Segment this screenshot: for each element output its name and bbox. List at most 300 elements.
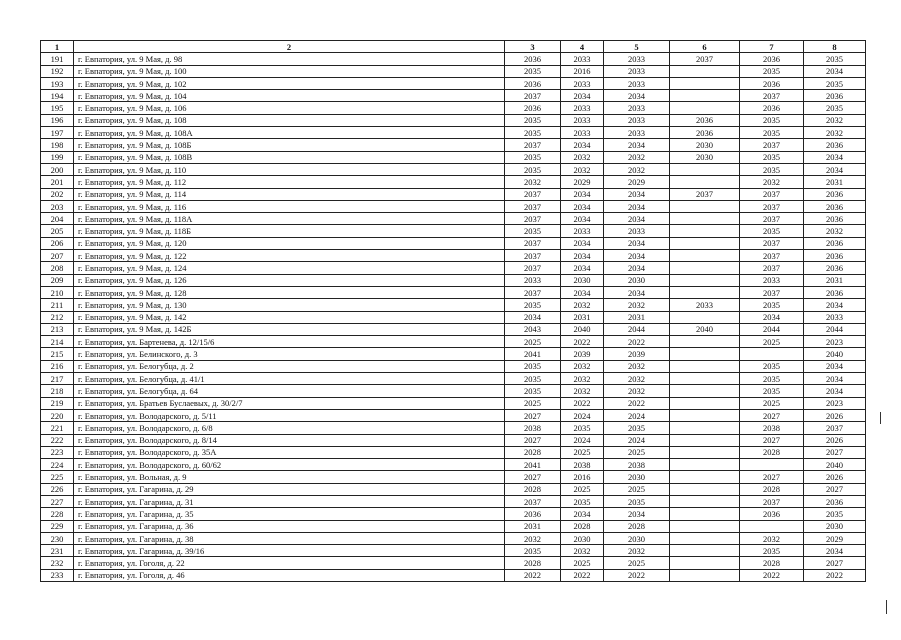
column-header: 6 — [670, 41, 740, 53]
year-cell: 2016 — [561, 471, 604, 483]
year-cell: 2036 — [740, 102, 804, 114]
table-row — [41, 545, 866, 557]
row-number-cell: 230 — [41, 532, 74, 544]
year-cell: 2024 — [604, 409, 670, 421]
row-number-cell: 228 — [41, 508, 74, 520]
row-number-cell: 220 — [41, 409, 74, 421]
year-cell: 2034 — [804, 65, 866, 77]
year-cell: 2037 — [740, 262, 804, 274]
year-cell: 2035 — [740, 65, 804, 77]
address-cell: г. Евпатория, ул. Володарского, д. 35А — [74, 446, 505, 458]
table-row — [41, 286, 866, 298]
row-number-cell: 192 — [41, 65, 74, 77]
year-cell: 2037 — [740, 237, 804, 249]
year-cell — [670, 102, 740, 114]
row-number-cell: 205 — [41, 225, 74, 237]
year-cell: 2037 — [505, 286, 561, 298]
year-cell: 2029 — [604, 176, 670, 188]
table-row — [41, 90, 866, 102]
year-cell: 2031 — [804, 176, 866, 188]
year-cell: 2038 — [505, 422, 561, 434]
address-cell: г. Евпатория, ул. Белинского, д. 3 — [74, 348, 505, 360]
year-cell: 2032 — [561, 545, 604, 557]
year-cell: 2034 — [561, 188, 604, 200]
year-cell: 2024 — [561, 434, 604, 446]
table-row — [41, 213, 866, 225]
year-cell: 2033 — [604, 102, 670, 114]
year-cell: 2038 — [604, 459, 670, 471]
year-cell: 2034 — [604, 90, 670, 102]
table-row — [41, 532, 866, 544]
year-cell: 2023 — [804, 336, 866, 348]
address-cell: г. Евпатория, ул. Гагарина, д. 38 — [74, 532, 505, 544]
row-number-cell: 219 — [41, 397, 74, 409]
year-cell — [670, 311, 740, 323]
year-cell: 2032 — [561, 163, 604, 175]
year-cell: 2035 — [740, 360, 804, 372]
year-cell: 2037 — [804, 422, 866, 434]
year-cell: 2037 — [505, 188, 561, 200]
year-cell: 2034 — [804, 373, 866, 385]
year-cell: 2025 — [561, 446, 604, 458]
year-cell: 2033 — [604, 53, 670, 65]
row-number-cell: 204 — [41, 213, 74, 225]
year-cell — [670, 569, 740, 581]
year-cell: 2031 — [804, 274, 866, 286]
year-cell — [670, 422, 740, 434]
address-cell: г. Евпатория, ул. 9 Мая, д. 126 — [74, 274, 505, 286]
year-cell: 2033 — [561, 225, 604, 237]
year-cell: 2035 — [505, 127, 561, 139]
year-cell — [670, 495, 740, 507]
address-cell: г. Евпатория, ул. Володарского, д. 8/14 — [74, 434, 505, 446]
year-cell: 2035 — [740, 114, 804, 126]
table-row — [41, 520, 866, 532]
year-cell: 2038 — [561, 459, 604, 471]
table-row — [41, 360, 866, 372]
year-cell: 2035 — [740, 163, 804, 175]
table-body — [41, 53, 866, 582]
row-number-cell: 201 — [41, 176, 74, 188]
year-cell: 2027 — [505, 471, 561, 483]
year-cell — [670, 348, 740, 360]
year-cell: 2032 — [804, 225, 866, 237]
year-cell: 2034 — [604, 188, 670, 200]
row-number-cell: 213 — [41, 323, 74, 335]
row-number-cell: 221 — [41, 422, 74, 434]
year-cell: 2037 — [505, 139, 561, 151]
year-cell: 2035 — [804, 102, 866, 114]
year-cell: 2033 — [561, 114, 604, 126]
year-cell: 2035 — [505, 385, 561, 397]
year-cell: 2035 — [740, 299, 804, 311]
year-cell: 2027 — [505, 409, 561, 421]
year-cell — [670, 262, 740, 274]
year-cell: 2036 — [505, 53, 561, 65]
year-cell: 2022 — [604, 397, 670, 409]
row-number-cell: 226 — [41, 483, 74, 495]
address-cell: г. Евпатория, ул. Гагарина, д. 35 — [74, 508, 505, 520]
address-cell: г. Евпатория, ул. Гоголя, д. 46 — [74, 569, 505, 581]
year-cell: 2035 — [740, 151, 804, 163]
address-cell: г. Евпатория, ул. 9 Мая, д. 142Б — [74, 323, 505, 335]
address-cell: г. Евпатория, ул. Гагарина, д. 31 — [74, 495, 505, 507]
year-cell — [670, 360, 740, 372]
year-cell: 2033 — [804, 311, 866, 323]
column-header: 1 — [41, 41, 74, 53]
row-number-cell: 206 — [41, 237, 74, 249]
address-cell: г. Евпатория, ул. Братьев Буслаевых, д. 30/2/7 — [74, 397, 505, 409]
table-row — [41, 569, 866, 581]
year-cell — [670, 557, 740, 569]
row-number-cell: 211 — [41, 299, 74, 311]
address-cell: г. Евпатория, ул. 9 Мая, д. 102 — [74, 77, 505, 89]
year-cell: 2029 — [561, 176, 604, 188]
row-number-cell: 203 — [41, 200, 74, 212]
year-cell: 2037 — [505, 200, 561, 212]
year-cell — [670, 176, 740, 188]
year-cell: 2036 — [804, 90, 866, 102]
row-number-cell: 232 — [41, 557, 74, 569]
year-cell: 2030 — [804, 520, 866, 532]
year-cell: 2029 — [804, 532, 866, 544]
address-cell: г. Евпатория, ул. 9 Мая, д. 98 — [74, 53, 505, 65]
year-cell: 2032 — [561, 299, 604, 311]
year-cell: 2030 — [670, 139, 740, 151]
row-number-cell: 207 — [41, 250, 74, 262]
year-cell: 2028 — [740, 446, 804, 458]
table-row — [41, 446, 866, 458]
address-cell: г. Евпатория, ул. Гагарина, д. 29 — [74, 483, 505, 495]
year-cell: 2035 — [505, 151, 561, 163]
year-cell — [670, 213, 740, 225]
address-cell: г. Евпатория, ул. Гагарина, д. 36 — [74, 520, 505, 532]
row-number-cell: 222 — [41, 434, 74, 446]
year-cell: 2035 — [604, 495, 670, 507]
table-row — [41, 127, 866, 139]
year-cell: 2034 — [804, 151, 866, 163]
year-cell — [670, 520, 740, 532]
year-cell: 2026 — [804, 409, 866, 421]
year-cell: 2034 — [804, 163, 866, 175]
year-cell: 2036 — [740, 53, 804, 65]
year-cell: 2033 — [604, 114, 670, 126]
column-header: 8 — [804, 41, 866, 53]
year-cell: 2022 — [561, 336, 604, 348]
year-cell: 2034 — [505, 311, 561, 323]
year-cell: 2036 — [670, 127, 740, 139]
year-cell: 2030 — [670, 151, 740, 163]
address-cell: г. Евпатория, ул. Белогубца, д. 2 — [74, 360, 505, 372]
table-row — [41, 483, 866, 495]
address-cell: г. Евпатория, ул. Гоголя, д. 22 — [74, 557, 505, 569]
address-cell: г. Евпатория, ул. 9 Мая, д. 104 — [74, 90, 505, 102]
year-cell: 2023 — [804, 397, 866, 409]
year-cell: 2035 — [561, 495, 604, 507]
table-row — [41, 397, 866, 409]
year-cell: 2022 — [804, 569, 866, 581]
year-cell: 2037 — [670, 53, 740, 65]
year-cell: 2026 — [804, 434, 866, 446]
year-cell: 2037 — [505, 213, 561, 225]
table-row — [41, 323, 866, 335]
table-row — [41, 348, 866, 360]
year-cell: 2034 — [561, 262, 604, 274]
year-cell: 2036 — [670, 114, 740, 126]
year-cell: 2034 — [561, 90, 604, 102]
header-row — [41, 41, 866, 53]
year-cell: 2035 — [505, 545, 561, 557]
year-cell: 2036 — [804, 237, 866, 249]
year-cell: 2034 — [604, 508, 670, 520]
year-cell: 2022 — [604, 336, 670, 348]
year-cell: 2034 — [604, 286, 670, 298]
table-row — [41, 151, 866, 163]
year-cell: 2037 — [740, 139, 804, 151]
year-cell: 2030 — [604, 471, 670, 483]
row-number-cell: 217 — [41, 373, 74, 385]
year-cell: 2035 — [505, 65, 561, 77]
table-row — [41, 237, 866, 249]
column-header: 7 — [740, 41, 804, 53]
year-cell: 2034 — [561, 213, 604, 225]
year-cell — [740, 459, 804, 471]
year-cell: 2037 — [740, 200, 804, 212]
address-cell: г. Евпатория, ул. Володарского, д. 6/8 — [74, 422, 505, 434]
year-cell: 2022 — [561, 397, 604, 409]
year-cell: 2036 — [804, 495, 866, 507]
row-number-cell: 210 — [41, 286, 74, 298]
year-cell: 2032 — [804, 127, 866, 139]
row-number-cell: 223 — [41, 446, 74, 458]
year-cell — [670, 409, 740, 421]
year-cell: 2027 — [804, 557, 866, 569]
scan-mark — [880, 412, 881, 424]
year-cell — [670, 237, 740, 249]
year-cell: 2025 — [604, 557, 670, 569]
year-cell: 2033 — [604, 65, 670, 77]
year-cell: 2034 — [604, 139, 670, 151]
year-cell: 2025 — [604, 483, 670, 495]
year-cell: 2036 — [804, 286, 866, 298]
year-cell: 2040 — [561, 323, 604, 335]
table-row — [41, 557, 866, 569]
year-cell: 2027 — [804, 483, 866, 495]
year-cell: 2031 — [604, 311, 670, 323]
year-cell: 2032 — [604, 373, 670, 385]
table-row — [41, 77, 866, 89]
table-row — [41, 336, 866, 348]
year-cell: 2032 — [604, 545, 670, 557]
year-cell — [740, 520, 804, 532]
table-row — [41, 508, 866, 520]
row-number-cell: 208 — [41, 262, 74, 274]
address-cell: г. Евпатория, ул. 9 Мая, д. 108Б — [74, 139, 505, 151]
year-cell: 2033 — [670, 299, 740, 311]
year-cell: 2032 — [604, 385, 670, 397]
address-cell: г. Евпатория, ул. 9 Мая, д. 112 — [74, 176, 505, 188]
table-row — [41, 102, 866, 114]
table-row — [41, 299, 866, 311]
year-cell: 2028 — [561, 520, 604, 532]
address-cell: г. Евпатория, ул. 9 Мая, д. 142 — [74, 311, 505, 323]
table-row — [41, 250, 866, 262]
year-cell: 2027 — [740, 471, 804, 483]
year-cell: 2022 — [505, 569, 561, 581]
year-cell: 2040 — [670, 323, 740, 335]
year-cell: 2032 — [604, 360, 670, 372]
year-cell — [670, 90, 740, 102]
year-cell — [670, 163, 740, 175]
year-cell: 2032 — [505, 176, 561, 188]
year-cell: 2035 — [740, 545, 804, 557]
year-cell: 2028 — [505, 557, 561, 569]
year-cell: 2034 — [804, 385, 866, 397]
year-cell: 2036 — [505, 77, 561, 89]
year-cell — [670, 373, 740, 385]
row-number-cell: 196 — [41, 114, 74, 126]
address-cell: г. Евпатория, ул. 9 Мая, д. 116 — [74, 200, 505, 212]
year-cell: 2032 — [561, 373, 604, 385]
address-cell: г. Евпатория, ул. 9 Мая, д. 128 — [74, 286, 505, 298]
year-cell: 2027 — [804, 446, 866, 458]
year-cell: 2038 — [740, 422, 804, 434]
year-cell — [670, 508, 740, 520]
year-cell — [670, 545, 740, 557]
year-cell: 2037 — [740, 286, 804, 298]
year-cell: 2030 — [561, 532, 604, 544]
year-cell: 2037 — [740, 250, 804, 262]
year-cell: 2034 — [604, 250, 670, 262]
table-row — [41, 373, 866, 385]
year-cell — [670, 385, 740, 397]
year-cell: 2036 — [804, 188, 866, 200]
year-cell: 2041 — [505, 459, 561, 471]
address-cell: г. Евпатория, ул. 9 Мая, д. 100 — [74, 65, 505, 77]
row-number-cell: 216 — [41, 360, 74, 372]
year-cell: 2027 — [740, 434, 804, 446]
year-cell: 2035 — [740, 225, 804, 237]
year-cell: 2035 — [561, 422, 604, 434]
year-cell: 2037 — [740, 188, 804, 200]
data-table — [40, 40, 866, 582]
address-cell: г. Евпатория, ул. 9 Мая, д. 124 — [74, 262, 505, 274]
year-cell — [670, 200, 740, 212]
year-cell: 2024 — [604, 434, 670, 446]
row-number-cell: 198 — [41, 139, 74, 151]
year-cell: 2027 — [740, 409, 804, 421]
year-cell: 2035 — [505, 360, 561, 372]
address-cell: г. Евпатория, ул. 9 Мая, д. 118Б — [74, 225, 505, 237]
year-cell: 2036 — [505, 508, 561, 520]
year-cell — [670, 336, 740, 348]
year-cell — [740, 348, 804, 360]
column-header: 5 — [604, 41, 670, 53]
year-cell: 2034 — [604, 237, 670, 249]
row-number-cell: 225 — [41, 471, 74, 483]
year-cell: 2032 — [604, 151, 670, 163]
year-cell: 2035 — [740, 385, 804, 397]
year-cell: 2039 — [604, 348, 670, 360]
year-cell: 2034 — [604, 262, 670, 274]
year-cell: 2027 — [505, 434, 561, 446]
row-number-cell: 200 — [41, 163, 74, 175]
address-cell: г. Евпатория, ул. 9 Мая, д. 114 — [74, 188, 505, 200]
year-cell: 2044 — [804, 323, 866, 335]
table-row — [41, 200, 866, 212]
year-cell: 2035 — [505, 299, 561, 311]
year-cell: 2044 — [604, 323, 670, 335]
year-cell: 2037 — [740, 90, 804, 102]
row-number-cell: 233 — [41, 569, 74, 581]
year-cell — [670, 397, 740, 409]
year-cell: 2034 — [604, 213, 670, 225]
year-cell: 2028 — [505, 446, 561, 458]
year-cell: 2039 — [561, 348, 604, 360]
year-cell — [670, 77, 740, 89]
year-cell — [670, 274, 740, 286]
year-cell: 2028 — [505, 483, 561, 495]
year-cell: 2033 — [505, 274, 561, 286]
year-cell: 2036 — [740, 508, 804, 520]
year-cell: 2034 — [804, 360, 866, 372]
year-cell: 2030 — [604, 274, 670, 286]
year-cell: 2037 — [505, 262, 561, 274]
table-row — [41, 459, 866, 471]
year-cell: 2032 — [561, 385, 604, 397]
year-cell — [670, 446, 740, 458]
year-cell: 2026 — [804, 471, 866, 483]
address-cell: г. Евпатория, ул. 9 Мая, д. 108 — [74, 114, 505, 126]
row-number-cell: 209 — [41, 274, 74, 286]
year-cell: 2035 — [804, 53, 866, 65]
year-cell: 2035 — [505, 373, 561, 385]
address-cell: г. Евпатория, ул. 9 Мая, д. 108А — [74, 127, 505, 139]
table-row — [41, 471, 866, 483]
row-number-cell: 193 — [41, 77, 74, 89]
year-cell: 2022 — [740, 569, 804, 581]
year-cell: 2033 — [604, 225, 670, 237]
year-cell: 2030 — [561, 274, 604, 286]
address-cell: г. Евпатория, ул. Володарского, д. 60/62 — [74, 459, 505, 471]
year-cell: 2036 — [804, 200, 866, 212]
year-cell: 2032 — [740, 176, 804, 188]
table-row — [41, 274, 866, 286]
year-cell: 2036 — [740, 77, 804, 89]
year-cell: 2028 — [740, 483, 804, 495]
year-cell: 2025 — [505, 397, 561, 409]
table-row — [41, 262, 866, 274]
year-cell — [670, 483, 740, 495]
row-number-cell: 218 — [41, 385, 74, 397]
year-cell: 2035 — [505, 114, 561, 126]
year-cell: 2035 — [604, 422, 670, 434]
year-cell: 2033 — [604, 127, 670, 139]
year-cell: 2033 — [561, 102, 604, 114]
table-row — [41, 163, 866, 175]
address-cell: г. Евпатория, ул. Вольная, д. 9 — [74, 471, 505, 483]
year-cell — [670, 286, 740, 298]
column-header: 2 — [74, 41, 505, 53]
column-header: 3 — [505, 41, 561, 53]
row-number-cell: 215 — [41, 348, 74, 360]
row-number-cell: 227 — [41, 495, 74, 507]
address-cell: г. Евпатория, ул. Гагарина, д. 39/16 — [74, 545, 505, 557]
year-cell — [670, 434, 740, 446]
year-cell: 2032 — [604, 299, 670, 311]
year-cell — [670, 471, 740, 483]
year-cell: 2025 — [604, 446, 670, 458]
